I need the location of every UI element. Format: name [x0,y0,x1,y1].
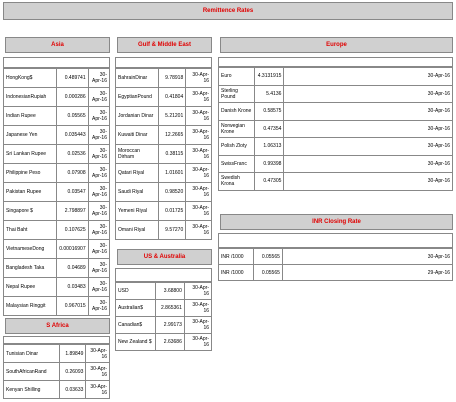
gulf-table [115,68,212,240]
asia-row [4,107,110,126]
rate-date: 30-Apr-16 [186,126,212,145]
rate-value: 0.26093 [59,363,86,381]
currency-name: Euro [219,68,255,86]
rate-date: 30-Apr-16 [88,126,109,145]
rate-value: 2.63686 [156,334,184,351]
rate-date: 30-Apr-16 [88,145,109,164]
rate-value: 0.04689 [57,259,88,278]
rate-value: 0.03547 [57,183,88,202]
rate-date: 30-Apr-16 [184,283,211,300]
currency-name: INR /1000 [219,265,254,281]
currency-name: Nepal Rupee [4,278,57,297]
usaus-header: US & Australia [117,249,212,265]
rate-date: 30-Apr-16 [284,138,453,156]
currency-name: Kuwaiti Dinar [116,126,159,145]
rate-value: 0.489741 [57,69,88,88]
currency-name: SwissFranc [219,155,255,173]
rate-date: 30-Apr-16 [186,88,212,107]
currency-name: IndonesianRupiah [4,88,57,107]
asia-spacer [3,57,110,68]
usaus-spacer [115,268,212,282]
rate-date: 29-Apr-16 [282,265,452,281]
currency-name: Indian Rupee [4,107,57,126]
asia-row [4,202,110,221]
gulf-row [116,164,212,183]
europe-spacer [218,57,453,67]
currency-name: Saudi Riyal [116,183,159,202]
rate-date: 30-Apr-16 [284,120,453,138]
rate-date: 30-Apr-16 [86,345,110,363]
rate-value: 2.798897 [57,202,88,221]
usaus-row [116,334,212,351]
currency-name: Qatari Riyal [116,164,159,183]
rate-value: 0.107625 [57,221,88,240]
rate-date: 30-Apr-16 [186,164,212,183]
gulf-row [116,221,212,240]
currency-name: Kenyan Shilling [4,381,60,399]
currency-name: Pakistan Rupee [4,183,57,202]
rate-value: 0.000286 [57,88,88,107]
currency-name: Sri Lankan Rupee [4,145,57,164]
rate-value: 0.00016907 [57,240,88,259]
rate-value: 0.03483 [57,278,88,297]
currency-name: EgyptianPound [116,88,159,107]
asia-row [4,278,110,297]
europe-header: Europe [220,37,453,53]
rate-date: 30-Apr-16 [284,85,453,103]
inr-table [218,248,453,281]
rate-date: 30-Apr-16 [184,334,211,351]
currency-name: Canadian$ [116,317,156,334]
rate-value: 0.035443 [57,126,88,145]
rate-date: 30-Apr-16 [284,155,453,173]
rate-date: 30-Apr-16 [186,221,212,240]
currency-name: Swedish Krona [219,173,255,191]
rate-value: 0.03633 [59,381,86,399]
usaus-row [116,300,212,317]
currency-name: Sterling Pound [219,85,255,103]
currency-name: Yemeni Riyal [116,202,159,221]
asia-row [4,145,110,164]
currency-name: Polish Zloty [219,138,255,156]
rate-date: 30-Apr-16 [88,107,109,126]
rate-date: 30-Apr-16 [186,107,212,126]
rate-value: 0.02536 [57,145,88,164]
rate-date: 30-Apr-16 [184,300,211,317]
gulf-row [116,202,212,221]
safrica-row [4,381,110,399]
rate-value: 0.98520 [159,183,186,202]
rate-value: 4.3131915 [255,68,284,86]
rate-date: 30-Apr-16 [186,183,212,202]
currency-name: INR /1000 [219,249,254,265]
currency-name: USD [116,283,156,300]
rate-value: 9.57270 [159,221,186,240]
currency-name: Norwegian Krone [219,120,255,138]
safrica-table [3,344,110,399]
europe-row [219,155,453,173]
rate-date: 30-Apr-16 [186,69,212,88]
asia-row [4,221,110,240]
currency-name: SouthAfricanRand [4,363,60,381]
europe-row [219,173,453,191]
safrica-spacer [3,336,110,344]
rate-value: 0.38115 [159,145,186,164]
rate-value: 1.01601 [159,164,186,183]
gulf-spacer [115,57,212,68]
rate-value: 1.06313 [255,138,284,156]
rate-date: 30-Apr-16 [186,145,212,164]
gulf-header: Gulf & Middle East [117,37,212,53]
asia-row [4,183,110,202]
currency-name: Australian$ [116,300,156,317]
gulf-row [116,88,212,107]
currency-name: Tunisian Dinar [4,345,60,363]
rate-date: 30-Apr-16 [88,183,109,202]
gulf-row [116,145,212,164]
currency-name: Omani Riyal [116,221,159,240]
gulf-row [116,183,212,202]
rate-date: 30-Apr-16 [88,297,109,316]
rate-date: 30-Apr-16 [86,381,110,399]
safrica-row [4,345,110,363]
rate-date: 30-Apr-16 [186,202,212,221]
gulf-row [116,126,212,145]
asia-row [4,69,110,88]
rate-value: 0.05565 [254,265,283,281]
europe-row [219,103,453,121]
rate-value: 5.4136 [255,85,284,103]
europe-row [219,68,453,86]
rate-date: 30-Apr-16 [88,69,109,88]
rate-value: 0.47354 [255,120,284,138]
rate-date: 30-Apr-16 [284,103,453,121]
europe-row [219,85,453,103]
page-title: Remittence Rates [3,2,453,20]
rate-date: 30-Apr-16 [88,259,109,278]
asia-row [4,88,110,107]
asia-table [3,68,110,316]
currency-name: Danish Krone [219,103,255,121]
rate-value: 9.78918 [159,69,186,88]
currency-name: Thai Baht [4,221,57,240]
currency-name: Japanese Yen [4,126,57,145]
currency-name: HongKong$ [4,69,57,88]
currency-name: Philippine Peso [4,164,57,183]
currency-name: Jordanian Dinar [116,107,159,126]
inr-header: INR Closing Rate [220,214,453,230]
rate-date: 30-Apr-16 [88,240,109,259]
currency-name: BahrainDinar [116,69,159,88]
rate-value: 3.68800 [156,283,184,300]
inr-row [219,249,453,265]
rate-value: 2.99173 [156,317,184,334]
rate-date: 30-Apr-16 [88,88,109,107]
currency-name: Moroccan Dirham [116,145,159,164]
inr-row [219,265,453,281]
europe-row [219,138,453,156]
rate-date: 30-Apr-16 [88,278,109,297]
usaus-row [116,283,212,300]
gulf-row [116,107,212,126]
asia-row [4,164,110,183]
rate-value: 0.05565 [254,249,283,265]
rate-date: 30-Apr-16 [184,317,211,334]
asia-row [4,297,110,316]
rate-value: 0.58575 [255,103,284,121]
asia-row [4,240,110,259]
currency-name: Bangladesh Taka [4,259,57,278]
safrica-row [4,363,110,381]
rate-value: 1.89849 [59,345,86,363]
currency-name: Singapore $ [4,202,57,221]
rate-value: 0.05565 [57,107,88,126]
rate-date: 30-Apr-16 [284,68,453,86]
usaus-table [115,282,212,351]
rate-date: 30-Apr-16 [284,173,453,191]
rate-date: 30-Apr-16 [88,221,109,240]
rate-value: 0.967015 [57,297,88,316]
asia-header: Asia [5,37,110,53]
rate-date: 30-Apr-16 [86,363,110,381]
europe-row [219,120,453,138]
asia-row [4,126,110,145]
rate-value: 0.41804 [159,88,186,107]
rate-value: 0.01725 [159,202,186,221]
rate-date: 30-Apr-16 [88,202,109,221]
usaus-row [116,317,212,334]
rate-value: 12.2665 [159,126,186,145]
rate-value: 5.21201 [159,107,186,126]
rate-value: 0.47305 [255,173,284,191]
currency-name: New Zealand $ [116,334,156,351]
safrica-header: S Africa [5,318,110,334]
rate-value: 0.99398 [255,155,284,173]
rate-value: 2.865361 [156,300,184,317]
currency-name: Malaysian Ringgit [4,297,57,316]
rate-date: 30-Apr-16 [88,164,109,183]
rate-value: 0.07908 [57,164,88,183]
europe-table [218,67,453,191]
asia-row [4,259,110,278]
inr-spacer [218,233,453,248]
currency-name: VietnameseDong [4,240,57,259]
rate-date: 30-Apr-16 [282,249,452,265]
gulf-row [116,69,212,88]
